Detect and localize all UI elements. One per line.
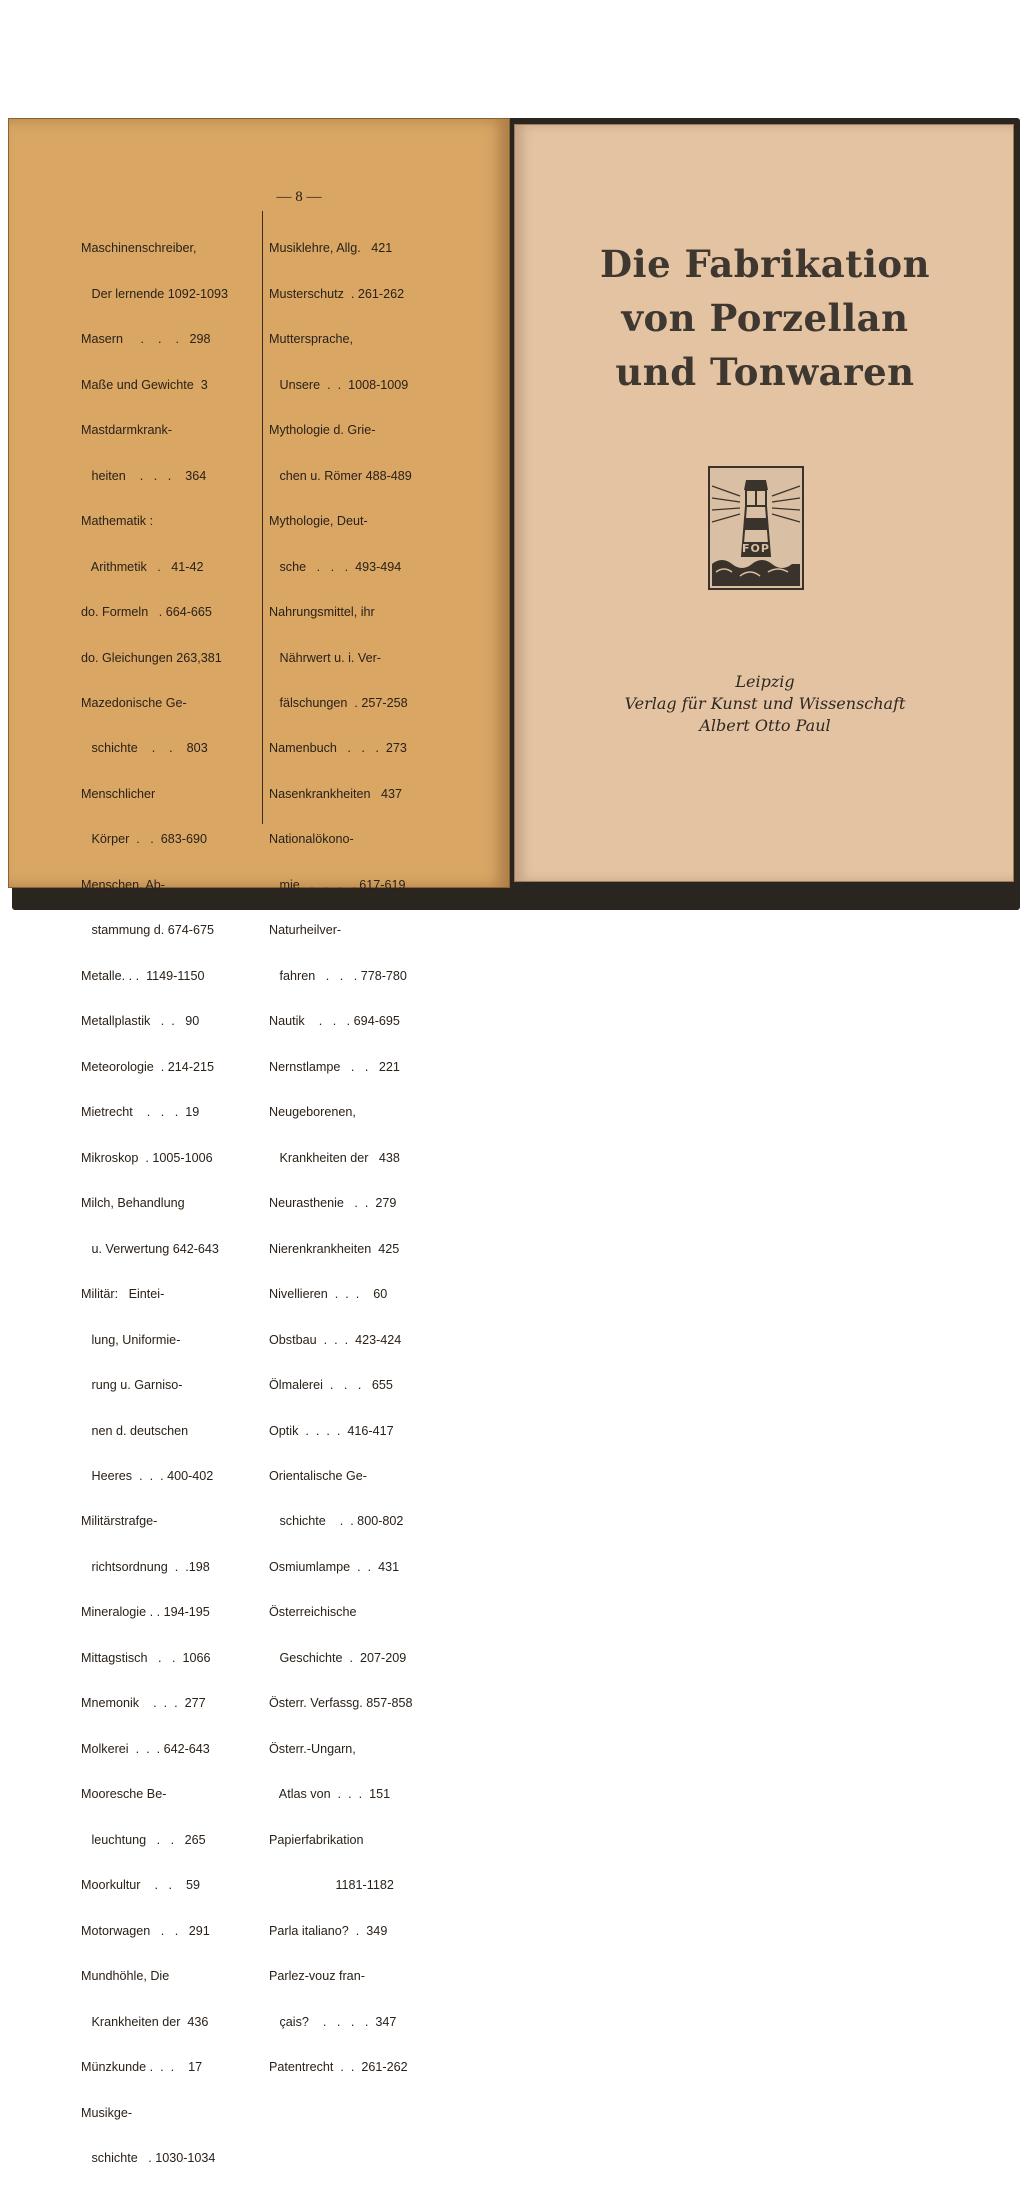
page-number: — 8 — [276,189,322,205]
index-entry: Menschen, Ab- [81,877,166,892]
imprint-publisher: Verlag für Kunst und Wissenschaft [624,694,906,713]
index-entry: Arithmetik . 41-42 [81,559,204,574]
index-entry: fahren . . . 778-780 [269,968,407,983]
index-entry: Optik . . . . 416-417 [269,1423,394,1438]
index-entry: Mittagstisch . . 1066 [81,1650,211,1665]
index-entry: schichte . 1030-1034 [81,2151,216,2165]
index-column-right [269,211,461,2106]
logo-monogram: FOP [742,542,770,555]
index-entry: Mooresche Be- [81,1787,167,1802]
index-entry: Österreichische [269,1605,357,1620]
index-entry: Naturheilver- [269,923,342,938]
index-entry: Neurasthenie . . 279 [269,1196,397,1211]
index-entry: Mythologie d. Grie- [269,423,376,438]
index-entry: Musterschutz . 261-262 [269,286,405,301]
publisher-imprint [555,671,975,737]
index-entry: heiten . . . 364 [81,468,207,483]
index-entry: Mnemonik . . . 277 [81,1696,206,1711]
index-entry: Mundhöhle, Die [81,1969,170,1984]
index-entry: Parlez-vouz fran- [269,1969,365,1984]
index-entry: Molkerei . . . 642-643 [81,1741,210,1756]
index-entry: Menschlicher [81,786,156,801]
index-entry: Der lernende 1092-1093 [81,286,229,301]
index-column-left [81,211,271,2196]
index-entry: schichte . . 800-802 [269,1514,404,1529]
index-entry: Mineralogie . . 194-195 [81,1605,210,1620]
title-line: von Porzellan [621,296,909,340]
index-entry: rung u. Garniso- [81,1378,183,1393]
index-entry: leuchtung . . 265 [81,1832,206,1847]
index-entry: sche . . . 493-494 [269,559,402,574]
index-entry: chen u. Römer 488-489 [269,468,412,483]
index-entry: Nierenkrankheiten 425 [269,1241,400,1256]
index-entry: Mikroskop . 1005-1006 [81,1150,213,1165]
index-entry: stammung d. 674-675 [81,923,215,938]
imprint-owner: Albert Otto Paul [699,716,831,735]
index-entry: lung, Uniformie- [81,1332,181,1347]
index-page [8,118,510,2165]
index-entry: Nasenkrankheiten 437 [269,786,403,801]
index-entry: Mythologie, Deut- [269,514,368,529]
index-entry: Meteorologie . 214-215 [81,1059,215,1074]
index-entry: Obstbau . . . 423-424 [269,1332,402,1347]
index-entry: Körper . . 683-690 [81,832,208,847]
index-entry: Österr.-Ungarn, [269,1741,356,1756]
index-entry: do. Gleichungen 263,381 [81,650,222,665]
index-entry: richtsordnung . .198 [81,1559,210,1574]
index-entry: Metallplastik . . 90 [81,1014,200,1029]
index-entry: Nautik . . . 694-695 [269,1014,400,1029]
index-entry: Neugeborenen, [269,1105,356,1120]
index-entry: Moorkultur . . 59 [81,1878,200,1893]
column-divider [262,211,263,824]
index-entry: Militär: Eintei- [81,1287,165,1302]
index-entry: Orientalische Ge- [269,1468,367,1483]
index-entry: Maschinenschreiber, [81,241,197,256]
title-line: Die Fabrikation [599,242,931,286]
index-entry: Münzkunde . . . 17 [81,2060,203,2075]
index-entry: Muttersprache, [269,332,353,347]
index-entry: Motorwagen . . 291 [81,1923,210,1938]
index-entry: mie . . . . 617-619 [269,877,406,892]
index-entry: Patentrecht . . 261-262 [269,2060,408,2075]
title-page [514,124,1014,882]
index-entry: Krankheiten der 438 [269,1150,400,1165]
index-entry: Milch, Behandlung [81,1196,185,1211]
index-entry: Musiklehre, Allg. 421 [269,241,393,256]
index-entry: Nationalökono- [269,832,354,847]
index-entry: Parla italiano? . 349 [269,1923,388,1938]
index-entry: Masern . . . 298 [81,332,211,347]
index-entry: Nivellieren . . . 60 [269,1287,388,1302]
index-entry: Militärstrafge- [81,1514,158,1529]
index-entry: Ölmalerei . . . 655 [269,1378,393,1393]
index-entry: Österr. Verfassg. 857-858 [269,1696,413,1711]
title-line: und Tonwaren [615,350,915,394]
index-entry: nen d. deutschen [81,1423,189,1438]
index-entry: Nernstlampe . . 221 [269,1059,400,1074]
index-entry: Atlas von . . . 151 [269,1787,391,1802]
index-entry: Heeres . . . 400-402 [81,1468,214,1483]
lighthouse-logo-icon [708,466,804,590]
index-entry: Krankheiten der 436 [81,2014,209,2029]
index-entry: çais? . . . . 347 [269,2014,397,2029]
index-entry: Osmiumlampe . . 431 [269,1559,400,1574]
index-entry: Papierfabrikation [269,1832,364,1847]
index-entry: Namenbuch . . . 273 [269,741,407,756]
index-entry: Geschichte . 207-209 [269,1650,407,1665]
book-title [555,237,975,399]
index-entry: fälschungen . 257-258 [269,696,408,710]
index-entry: Maße und Gewichte 3 [81,377,208,392]
index-entry: Mietrecht . . . 19 [81,1105,200,1120]
index-entry: Nährwert u. i. Ver- [269,650,381,665]
index-entry: Nahrungsmittel, ihr [269,605,375,620]
index-entry: Musikge- [81,2105,133,2120]
index-entry: Metalle. . . 1149-1150 [81,968,205,983]
index-entry: Unsere . . 1008-1009 [269,377,409,392]
index-entry: Mathematik : [81,514,154,529]
imprint-city: Leipzig [735,672,795,691]
index-entry: u. Verwertung 642-643 [81,1241,219,1256]
index-entry: 1181-1182 [269,1878,394,1893]
index-entry: do. Formeln . 664-665 [81,605,212,620]
index-entry: schichte . . 803 [81,741,208,756]
index-entry: Mazedonische Ge- [81,696,187,710]
index-entry: Mastdarmkrank- [81,423,172,438]
